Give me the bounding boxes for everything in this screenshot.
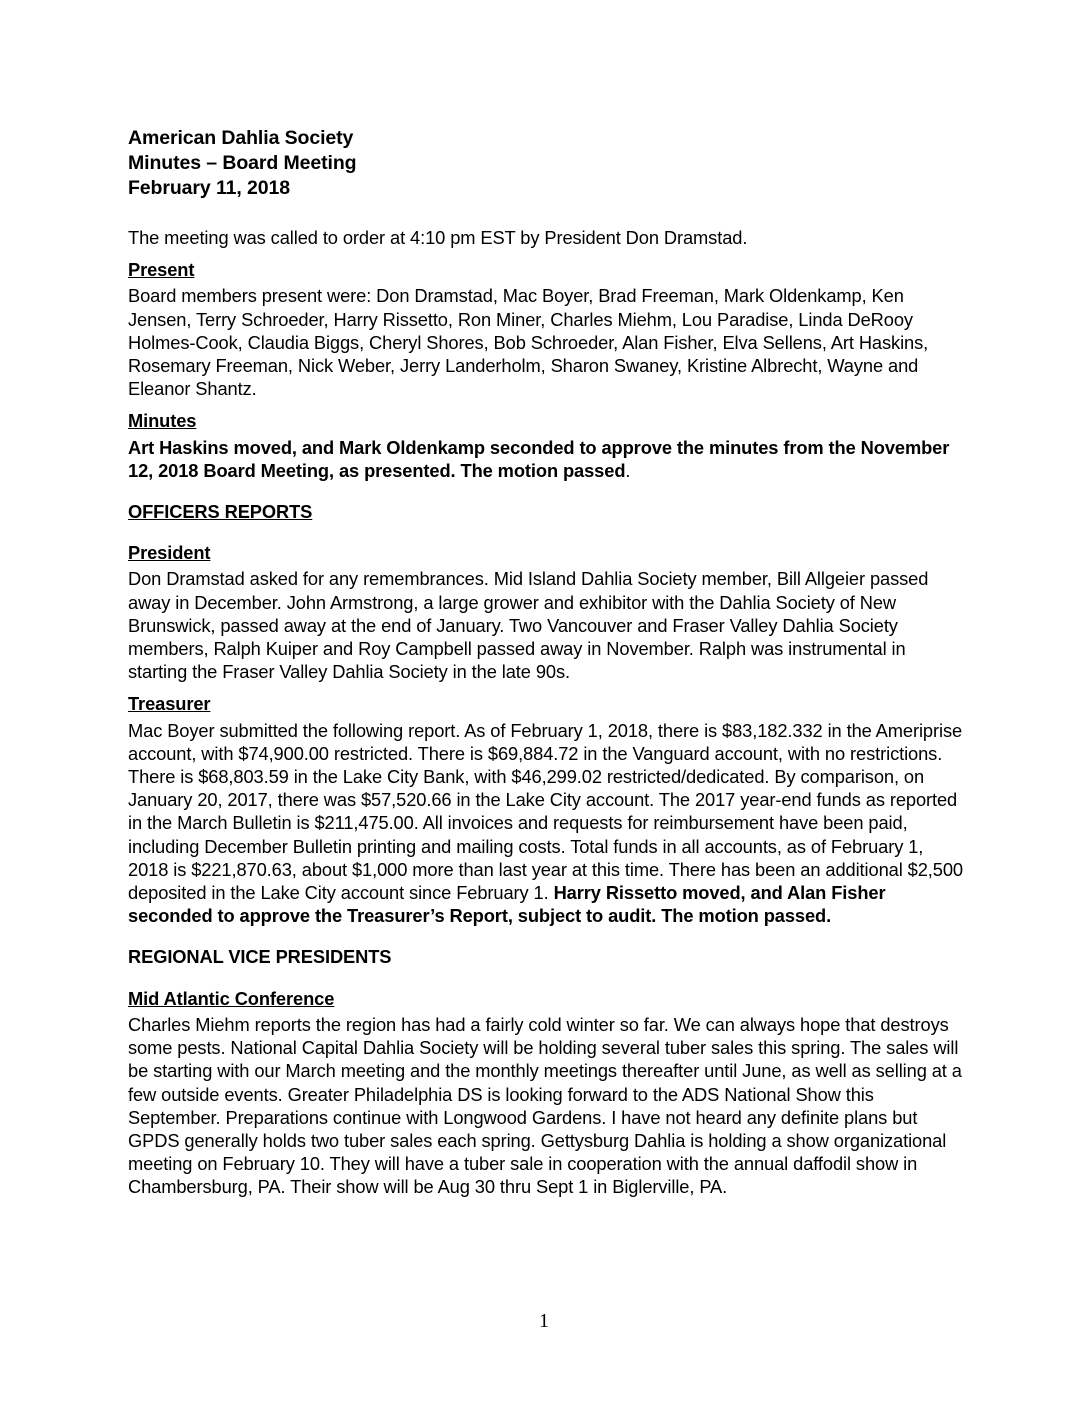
present-heading: Present [128,259,195,281]
treasurer-report [128,719,968,928]
mid-atlantic-text: Charles Miehm reports the region has had a fairly cold winter so far. We can always hope that destroys some pests. National Capital Dahlia Society will be holding several tuber sales this spring. The sales will be starting with our March meeting and the monthly meetings thereafter until June, as well as selling at a few outside events. Greater Philadelphia DS is looking forward to the ADS National Show this September. Preparations continue with Longwood Gardens. I have not heard any definite plans but GPDS generally holds two tuber sales each spring. Gettysburg Dahlia is holding a show organizational meeting on February 10. They will have a tuber sale in cooperation with the annual daffodil show in Chambersburg, PA. Their show will be Aug 30 thru Sept 1 in Biglerville, PA. [128,1013,962,1198]
mid-atlantic-heading: Mid Atlantic Conference [128,987,335,1009]
page-number: 1 [539,1310,549,1332]
meeting-date: February 11, 2018 [128,177,290,199]
minutes-motion-end: . [625,459,631,481]
regional-vps-heading: REGIONAL VICE PRESIDENTS [128,946,392,968]
call-to-order: The meeting was called to order at 4:10 pm EST by President Don Dramstad. [128,227,748,248]
treasurer-motion: Harry Rissetto moved, and Alan Fisher seconded to approve the Treasurer’s Report, subject to audit. The motion passed. [128,882,886,927]
treasurer-text: Mac Boyer submitted the following report. As of February 1, 2018, there is $83,182.332 in the Ameriprise account, with $74,900.00 restricted. There is $69,884.72 in the Vanguard account, with no restrictions. There is $68,803.59 in the Lake City Bank, with $46,299.02 restricted/dedicated. By comparison, on January 20, 2017, there was $57,520.66 in the Lake City account. The 2017 year-end funds as reported in the March Bulletin is $211,475.00. All invoices and requests for reimbursement have been paid, including December Bulletin printing and mailing costs. Total funds in all accounts, as of February 1, 2018 is $221,870.63, about $1,000 more than last year at this time. There has been an additional $2,500 deposited in the Lake City account since February 1. [128,719,963,904]
officers-reports-heading: OFFICERS REPORTS [128,501,313,523]
president-heading: President [128,542,211,564]
president-text: Don Dramstad asked for any remembrances. Mid Island Dahlia Society member, Bill Allgeier passed away in December. John Armstrong, a large grower and exhibitor with the Dahlia Society of New Brunswick, passed away at the end of January. Two Vancouver and Fraser Valley Dahlia Society members, Ralph Kuiper and Roy Campbell passed away in November. Ralph was instrumental in starting the Fraser Valley Dahlia Society in the late 90s. [128,568,929,683]
document-type: Minutes – Board Meeting [128,152,357,174]
minutes-heading: Minutes [128,410,197,432]
minutes-motion-text: Art Haskins moved, and Mark Oldenkamp seconded to approve the minutes from the November 12, 2018 Board Meeting, as presented. The motion passed [128,436,950,481]
organization-name: American Dahlia Society [128,127,354,149]
document-title-block [128,126,968,201]
present-text: Board members present were: Don Dramstad, Mac Boyer, Brad Freeman, Mark Oldenkamp, Ken Jensen, Terry Schroeder, Harry Rissetto, Ron Miner, Charles Miehm, Lou Paradise, Linda DeRooy Holmes-Cook, Claudia Biggs, Cheryl Shores, Bob Schroeder, Alan Fisher, Elva Sellens, Art Haskins, Rosemary Freeman, Nick Weber, Jerry Landerholm, Sharon Swaney, Kristine Albrecht, Wayne and Eleanor Shantz. [128,285,929,400]
treasurer-heading: Treasurer [128,693,211,715]
document-page [128,126,968,1199]
minutes-motion [128,436,968,482]
